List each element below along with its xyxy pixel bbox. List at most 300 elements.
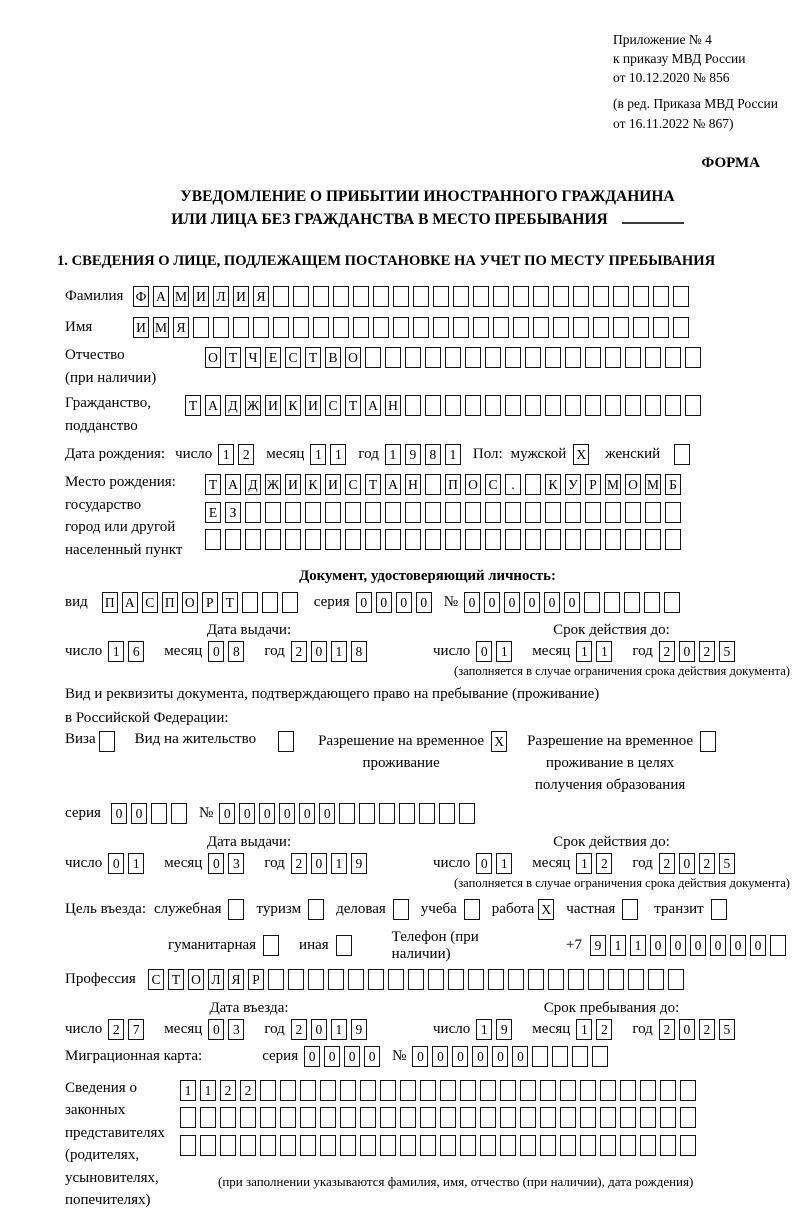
cell[interactable]: 1 <box>330 444 346 465</box>
cell[interactable] <box>265 529 281 550</box>
cell[interactable] <box>533 286 549 307</box>
cell[interactable] <box>313 317 329 338</box>
cell[interactable]: О <box>182 592 198 613</box>
cell[interactable] <box>445 529 461 550</box>
cell[interactable]: И <box>193 286 209 307</box>
cell[interactable] <box>459 803 475 824</box>
cell[interactable] <box>380 1107 396 1128</box>
cell[interactable] <box>545 395 561 416</box>
cell[interactable] <box>711 899 727 920</box>
cell[interactable] <box>365 347 381 368</box>
cell[interactable] <box>336 935 352 956</box>
cell[interactable]: Ч <box>245 347 261 368</box>
cell[interactable]: 0 <box>524 592 540 613</box>
cell[interactable]: 0 <box>476 853 492 874</box>
purpose-private-checkbox[interactable] <box>622 899 642 920</box>
cell[interactable]: У <box>565 474 581 495</box>
cell[interactable]: 0 <box>432 1046 448 1067</box>
cell[interactable] <box>485 347 501 368</box>
cell[interactable]: Н <box>405 474 421 495</box>
cell[interactable]: 0 <box>208 1019 224 1040</box>
cell[interactable] <box>525 347 541 368</box>
visa-checkbox[interactable] <box>99 731 119 752</box>
cell[interactable] <box>360 1135 376 1156</box>
cell[interactable] <box>665 529 681 550</box>
cell[interactable]: 5 <box>719 853 735 874</box>
cell[interactable] <box>613 317 629 338</box>
cell[interactable]: 0 <box>564 592 580 613</box>
cell[interactable] <box>288 969 304 990</box>
cell[interactable] <box>680 1107 696 1128</box>
cell[interactable]: 0 <box>452 1046 468 1067</box>
cell[interactable] <box>665 395 681 416</box>
birth-day-cells[interactable] <box>218 444 258 465</box>
cell[interactable]: 0 <box>670 935 686 956</box>
cell[interactable]: Т <box>205 474 221 495</box>
cell[interactable] <box>533 317 549 338</box>
cell[interactable] <box>433 286 449 307</box>
cell[interactable] <box>585 529 601 550</box>
cell[interactable]: О <box>205 347 221 368</box>
identity-exp-year[interactable] <box>659 641 739 662</box>
cell[interactable] <box>532 1046 548 1067</box>
cell[interactable]: 2 <box>240 1080 256 1101</box>
cell[interactable]: М <box>605 474 621 495</box>
cell[interactable] <box>685 395 701 416</box>
cell[interactable] <box>282 592 298 613</box>
cell[interactable]: 2 <box>220 1080 236 1101</box>
cell[interactable]: Е <box>205 502 221 523</box>
cell[interactable] <box>353 286 369 307</box>
cell[interactable] <box>273 286 289 307</box>
cell[interactable] <box>548 969 564 990</box>
cell[interactable] <box>262 592 278 613</box>
cell[interactable] <box>605 395 621 416</box>
cell[interactable] <box>440 1080 456 1101</box>
cell[interactable] <box>385 502 401 523</box>
citizenship-cells[interactable] <box>185 392 705 416</box>
cell[interactable]: Е <box>265 347 281 368</box>
cell[interactable]: 2 <box>699 641 715 662</box>
cell[interactable] <box>400 1080 416 1101</box>
cell[interactable]: 0 <box>208 853 224 874</box>
cell[interactable] <box>473 317 489 338</box>
cell[interactable] <box>365 529 381 550</box>
cell[interactable] <box>608 969 624 990</box>
cell[interactable]: Т <box>225 347 241 368</box>
cell[interactable] <box>605 529 621 550</box>
cell[interactable]: 0 <box>259 803 275 824</box>
cell[interactable]: 0 <box>311 1019 327 1040</box>
cell[interactable]: 3 <box>228 853 244 874</box>
cell[interactable] <box>625 529 641 550</box>
cell[interactable] <box>628 969 644 990</box>
cell[interactable] <box>453 317 469 338</box>
cell[interactable] <box>593 317 609 338</box>
birth-year-cells[interactable] <box>385 444 465 465</box>
cell[interactable] <box>505 395 521 416</box>
cell[interactable] <box>353 317 369 338</box>
entry-day-cells[interactable] <box>108 1019 148 1040</box>
cell[interactable] <box>505 502 521 523</box>
cell[interactable]: 1 <box>576 853 592 874</box>
cell[interactable] <box>580 1080 596 1101</box>
cell[interactable] <box>500 1107 516 1128</box>
cell[interactable] <box>385 347 401 368</box>
cell[interactable]: 0 <box>111 803 127 824</box>
representatives-row1[interactable] <box>180 1080 700 1101</box>
cell[interactable] <box>460 1107 476 1128</box>
cell[interactable] <box>428 969 444 990</box>
cell[interactable] <box>600 1080 616 1101</box>
cell[interactable] <box>388 969 404 990</box>
cell[interactable]: 0 <box>344 1046 360 1067</box>
doc-series-cells[interactable] <box>356 592 436 613</box>
cell[interactable] <box>620 1080 636 1101</box>
profession-cells[interactable] <box>148 969 688 990</box>
cell[interactable]: 1 <box>108 641 124 662</box>
cell[interactable]: 2 <box>596 1019 612 1040</box>
cell[interactable] <box>260 1080 276 1101</box>
cell[interactable] <box>360 1080 376 1101</box>
cell[interactable]: Т <box>168 969 184 990</box>
cell[interactable]: 2 <box>699 853 715 874</box>
cell[interactable] <box>645 529 661 550</box>
cell[interactable] <box>448 969 464 990</box>
cell[interactable]: 0 <box>492 1046 508 1067</box>
cell[interactable] <box>360 1107 376 1128</box>
cell[interactable] <box>308 969 324 990</box>
residence-exp-month[interactable] <box>576 853 616 874</box>
cell[interactable] <box>605 502 621 523</box>
residence-issue-month[interactable] <box>208 853 248 874</box>
cell[interactable]: 0 <box>319 803 335 824</box>
cell[interactable] <box>320 1135 336 1156</box>
cell[interactable]: Н <box>385 395 401 416</box>
cell[interactable] <box>673 286 689 307</box>
cell[interactable] <box>505 529 521 550</box>
purpose-business-checkbox[interactable] <box>393 899 413 920</box>
cell[interactable]: О <box>625 474 641 495</box>
cell[interactable] <box>228 899 244 920</box>
cell[interactable] <box>300 1135 316 1156</box>
cell[interactable] <box>488 969 504 990</box>
cell[interactable]: 0 <box>679 1019 695 1040</box>
cell[interactable] <box>500 1135 516 1156</box>
cell[interactable]: 9 <box>351 1019 367 1040</box>
cell[interactable]: 3 <box>228 1019 244 1040</box>
cell[interactable] <box>253 317 269 338</box>
cell[interactable]: 0 <box>650 935 666 956</box>
cell[interactable]: 0 <box>512 1046 528 1067</box>
cell[interactable] <box>280 1135 296 1156</box>
cell[interactable]: 2 <box>659 1019 675 1040</box>
cell[interactable]: X <box>491 731 507 752</box>
cell[interactable] <box>540 1107 556 1128</box>
cell[interactable]: П <box>162 592 178 613</box>
purpose-other-checkbox[interactable] <box>336 935 356 956</box>
cell[interactable] <box>300 1080 316 1101</box>
cell[interactable]: 0 <box>364 1046 380 1067</box>
cell[interactable] <box>373 317 389 338</box>
cell[interactable] <box>420 1107 436 1128</box>
cell[interactable] <box>453 286 469 307</box>
cell[interactable] <box>572 1046 588 1067</box>
patronymic-cells[interactable] <box>205 344 705 368</box>
identity-issue-month[interactable] <box>208 641 248 662</box>
cell[interactable] <box>640 1080 656 1101</box>
cell[interactable]: Ф <box>133 286 149 307</box>
cell[interactable] <box>508 969 524 990</box>
cell[interactable]: С <box>285 347 301 368</box>
cell[interactable] <box>460 1135 476 1156</box>
cell[interactable]: 1 <box>596 641 612 662</box>
cell[interactable]: X <box>573 444 589 465</box>
cell[interactable] <box>193 317 209 338</box>
birth-month-cells[interactable] <box>310 444 350 465</box>
cell[interactable] <box>425 395 441 416</box>
cell[interactable] <box>485 395 501 416</box>
cell[interactable] <box>445 502 461 523</box>
cell[interactable] <box>285 529 301 550</box>
cell[interactable] <box>280 1107 296 1128</box>
cell[interactable]: 9 <box>590 935 606 956</box>
cell[interactable] <box>465 395 481 416</box>
cell[interactable] <box>445 395 461 416</box>
cell[interactable] <box>368 969 384 990</box>
cell[interactable]: Л <box>208 969 224 990</box>
cell[interactable] <box>328 969 344 990</box>
cell[interactable] <box>340 1080 356 1101</box>
cell[interactable] <box>225 529 241 550</box>
cell[interactable] <box>220 1135 236 1156</box>
cell[interactable]: 1 <box>180 1080 196 1101</box>
rvp-checkbox[interactable] <box>491 731 511 752</box>
cell[interactable]: 2 <box>659 641 675 662</box>
cell[interactable] <box>233 317 249 338</box>
cell[interactable]: Я <box>253 286 269 307</box>
cell[interactable]: С <box>485 474 501 495</box>
cell[interactable] <box>399 803 415 824</box>
cell[interactable] <box>333 317 349 338</box>
cell[interactable]: 1 <box>331 641 347 662</box>
cell[interactable]: Я <box>173 317 189 338</box>
cell[interactable]: Б <box>665 474 681 495</box>
cell[interactable]: 2 <box>659 853 675 874</box>
cell[interactable] <box>393 286 409 307</box>
cell[interactable]: 1 <box>576 1019 592 1040</box>
cell[interactable] <box>552 1046 568 1067</box>
cell[interactable] <box>633 317 649 338</box>
cell[interactable]: 1 <box>128 853 144 874</box>
cell[interactable] <box>653 317 669 338</box>
doc-number-cells[interactable] <box>464 592 684 613</box>
cell[interactable]: Р <box>248 969 264 990</box>
cell[interactable] <box>664 592 680 613</box>
cell[interactable]: Ж <box>265 474 281 495</box>
cell[interactable] <box>585 347 601 368</box>
cell[interactable]: 9 <box>405 444 421 465</box>
cell[interactable] <box>545 347 561 368</box>
cell[interactable]: 6 <box>128 641 144 662</box>
cell[interactable]: 8 <box>425 444 441 465</box>
cell[interactable]: 0 <box>299 803 315 824</box>
cell[interactable]: 0 <box>376 592 392 613</box>
cell[interactable] <box>633 286 649 307</box>
cell[interactable] <box>300 1107 316 1128</box>
cell[interactable]: 2 <box>291 853 307 874</box>
cell[interactable]: С <box>148 969 164 990</box>
cell[interactable] <box>622 899 638 920</box>
cell[interactable]: 1 <box>331 1019 347 1040</box>
cell[interactable]: 0 <box>504 592 520 613</box>
cell[interactable] <box>513 286 529 307</box>
cell[interactable] <box>480 1107 496 1128</box>
cell[interactable] <box>584 592 600 613</box>
cell[interactable] <box>525 529 541 550</box>
cell[interactable]: И <box>265 395 281 416</box>
migration-series-cells[interactable] <box>304 1046 384 1067</box>
cell[interactable] <box>700 731 716 752</box>
cell[interactable]: . <box>505 474 521 495</box>
cell[interactable] <box>340 1135 356 1156</box>
identity-issue-day[interactable] <box>108 641 148 662</box>
cell[interactable] <box>425 502 441 523</box>
cell[interactable]: С <box>325 395 341 416</box>
cell[interactable]: З <box>225 502 241 523</box>
cell[interactable] <box>180 1135 196 1156</box>
cell[interactable] <box>425 474 441 495</box>
cell[interactable] <box>245 529 261 550</box>
cell[interactable]: 1 <box>310 444 326 465</box>
cell[interactable] <box>425 347 441 368</box>
birth-place-row1[interactable] <box>205 474 685 495</box>
cell[interactable] <box>525 474 541 495</box>
cell[interactable] <box>273 317 289 338</box>
cell[interactable]: И <box>305 395 321 416</box>
cell[interactable] <box>653 286 669 307</box>
cell[interactable] <box>473 286 489 307</box>
cell[interactable] <box>268 969 284 990</box>
cell[interactable]: 0 <box>484 592 500 613</box>
cell[interactable] <box>413 286 429 307</box>
cell[interactable]: А <box>385 474 401 495</box>
cell[interactable] <box>625 502 641 523</box>
cell[interactable]: Т <box>345 395 361 416</box>
cell[interactable]: А <box>225 474 241 495</box>
residence-permit-checkbox[interactable] <box>278 731 298 752</box>
cell[interactable] <box>365 502 381 523</box>
cell[interactable]: А <box>153 286 169 307</box>
purpose-humanitarian-checkbox[interactable] <box>263 935 283 956</box>
cell[interactable] <box>339 803 355 824</box>
cell[interactable]: 0 <box>679 853 695 874</box>
cell[interactable] <box>213 317 229 338</box>
cell[interactable]: 0 <box>239 803 255 824</box>
cell[interactable] <box>240 1107 256 1128</box>
cell[interactable] <box>420 1135 436 1156</box>
cell[interactable] <box>200 1135 216 1156</box>
cell[interactable]: 1 <box>576 641 592 662</box>
cell[interactable]: А <box>122 592 138 613</box>
cell[interactable] <box>665 347 681 368</box>
cell[interactable] <box>585 502 601 523</box>
cell[interactable] <box>528 969 544 990</box>
cell[interactable] <box>445 347 461 368</box>
cell[interactable] <box>379 803 395 824</box>
cell[interactable] <box>560 1080 576 1101</box>
purpose-transit-checkbox[interactable] <box>711 899 731 920</box>
cell[interactable] <box>573 286 589 307</box>
cell[interactable]: Р <box>585 474 601 495</box>
cell[interactable] <box>465 347 481 368</box>
cell[interactable]: 1 <box>385 444 401 465</box>
cell[interactable] <box>585 395 601 416</box>
cell[interactable] <box>313 286 329 307</box>
cell[interactable]: Т <box>185 395 201 416</box>
cell[interactable] <box>645 502 661 523</box>
stay-month-cells[interactable] <box>576 1019 616 1040</box>
purpose-study-checkbox[interactable] <box>464 899 484 920</box>
rvpo-checkbox[interactable] <box>700 731 720 752</box>
cell[interactable]: 1 <box>496 641 512 662</box>
cell[interactable] <box>565 502 581 523</box>
cell[interactable] <box>205 529 221 550</box>
cell[interactable] <box>260 1135 276 1156</box>
birth-place-row2[interactable] <box>205 502 685 523</box>
cell[interactable] <box>685 347 701 368</box>
sex-female-checkbox[interactable] <box>674 444 694 465</box>
cell[interactable]: 8 <box>228 641 244 662</box>
purpose-tourism-checkbox[interactable] <box>308 899 328 920</box>
cell[interactable] <box>393 317 409 338</box>
cell[interactable] <box>408 969 424 990</box>
cell[interactable]: 0 <box>730 935 746 956</box>
cell[interactable]: И <box>133 317 149 338</box>
cell[interactable] <box>525 502 541 523</box>
cell[interactable] <box>220 1107 236 1128</box>
cell[interactable] <box>625 395 641 416</box>
cell[interactable] <box>263 935 279 956</box>
cell[interactable] <box>440 1135 456 1156</box>
cell[interactable] <box>480 1135 496 1156</box>
entry-month-cells[interactable] <box>208 1019 248 1040</box>
cell[interactable] <box>359 803 375 824</box>
cell[interactable]: С <box>345 474 361 495</box>
purpose-work-checkbox[interactable] <box>538 899 558 920</box>
cell[interactable]: А <box>365 395 381 416</box>
cell[interactable]: 7 <box>128 1019 144 1040</box>
cell[interactable]: В <box>325 347 341 368</box>
cell[interactable] <box>645 347 661 368</box>
cell[interactable]: И <box>285 474 301 495</box>
cell[interactable] <box>624 592 640 613</box>
cell[interactable] <box>265 502 281 523</box>
cell[interactable] <box>439 803 455 824</box>
cell[interactable] <box>592 1046 608 1067</box>
cell[interactable] <box>440 1107 456 1128</box>
cell[interactable]: 0 <box>476 641 492 662</box>
cell[interactable] <box>620 1135 636 1156</box>
identity-exp-day[interactable] <box>476 641 516 662</box>
cell[interactable]: 0 <box>544 592 560 613</box>
residence-series-cells[interactable] <box>111 803 191 824</box>
cell[interactable] <box>520 1135 536 1156</box>
cell[interactable]: К <box>305 474 321 495</box>
cell[interactable] <box>660 1135 676 1156</box>
cell[interactable]: А <box>205 395 221 416</box>
cell[interactable] <box>400 1135 416 1156</box>
